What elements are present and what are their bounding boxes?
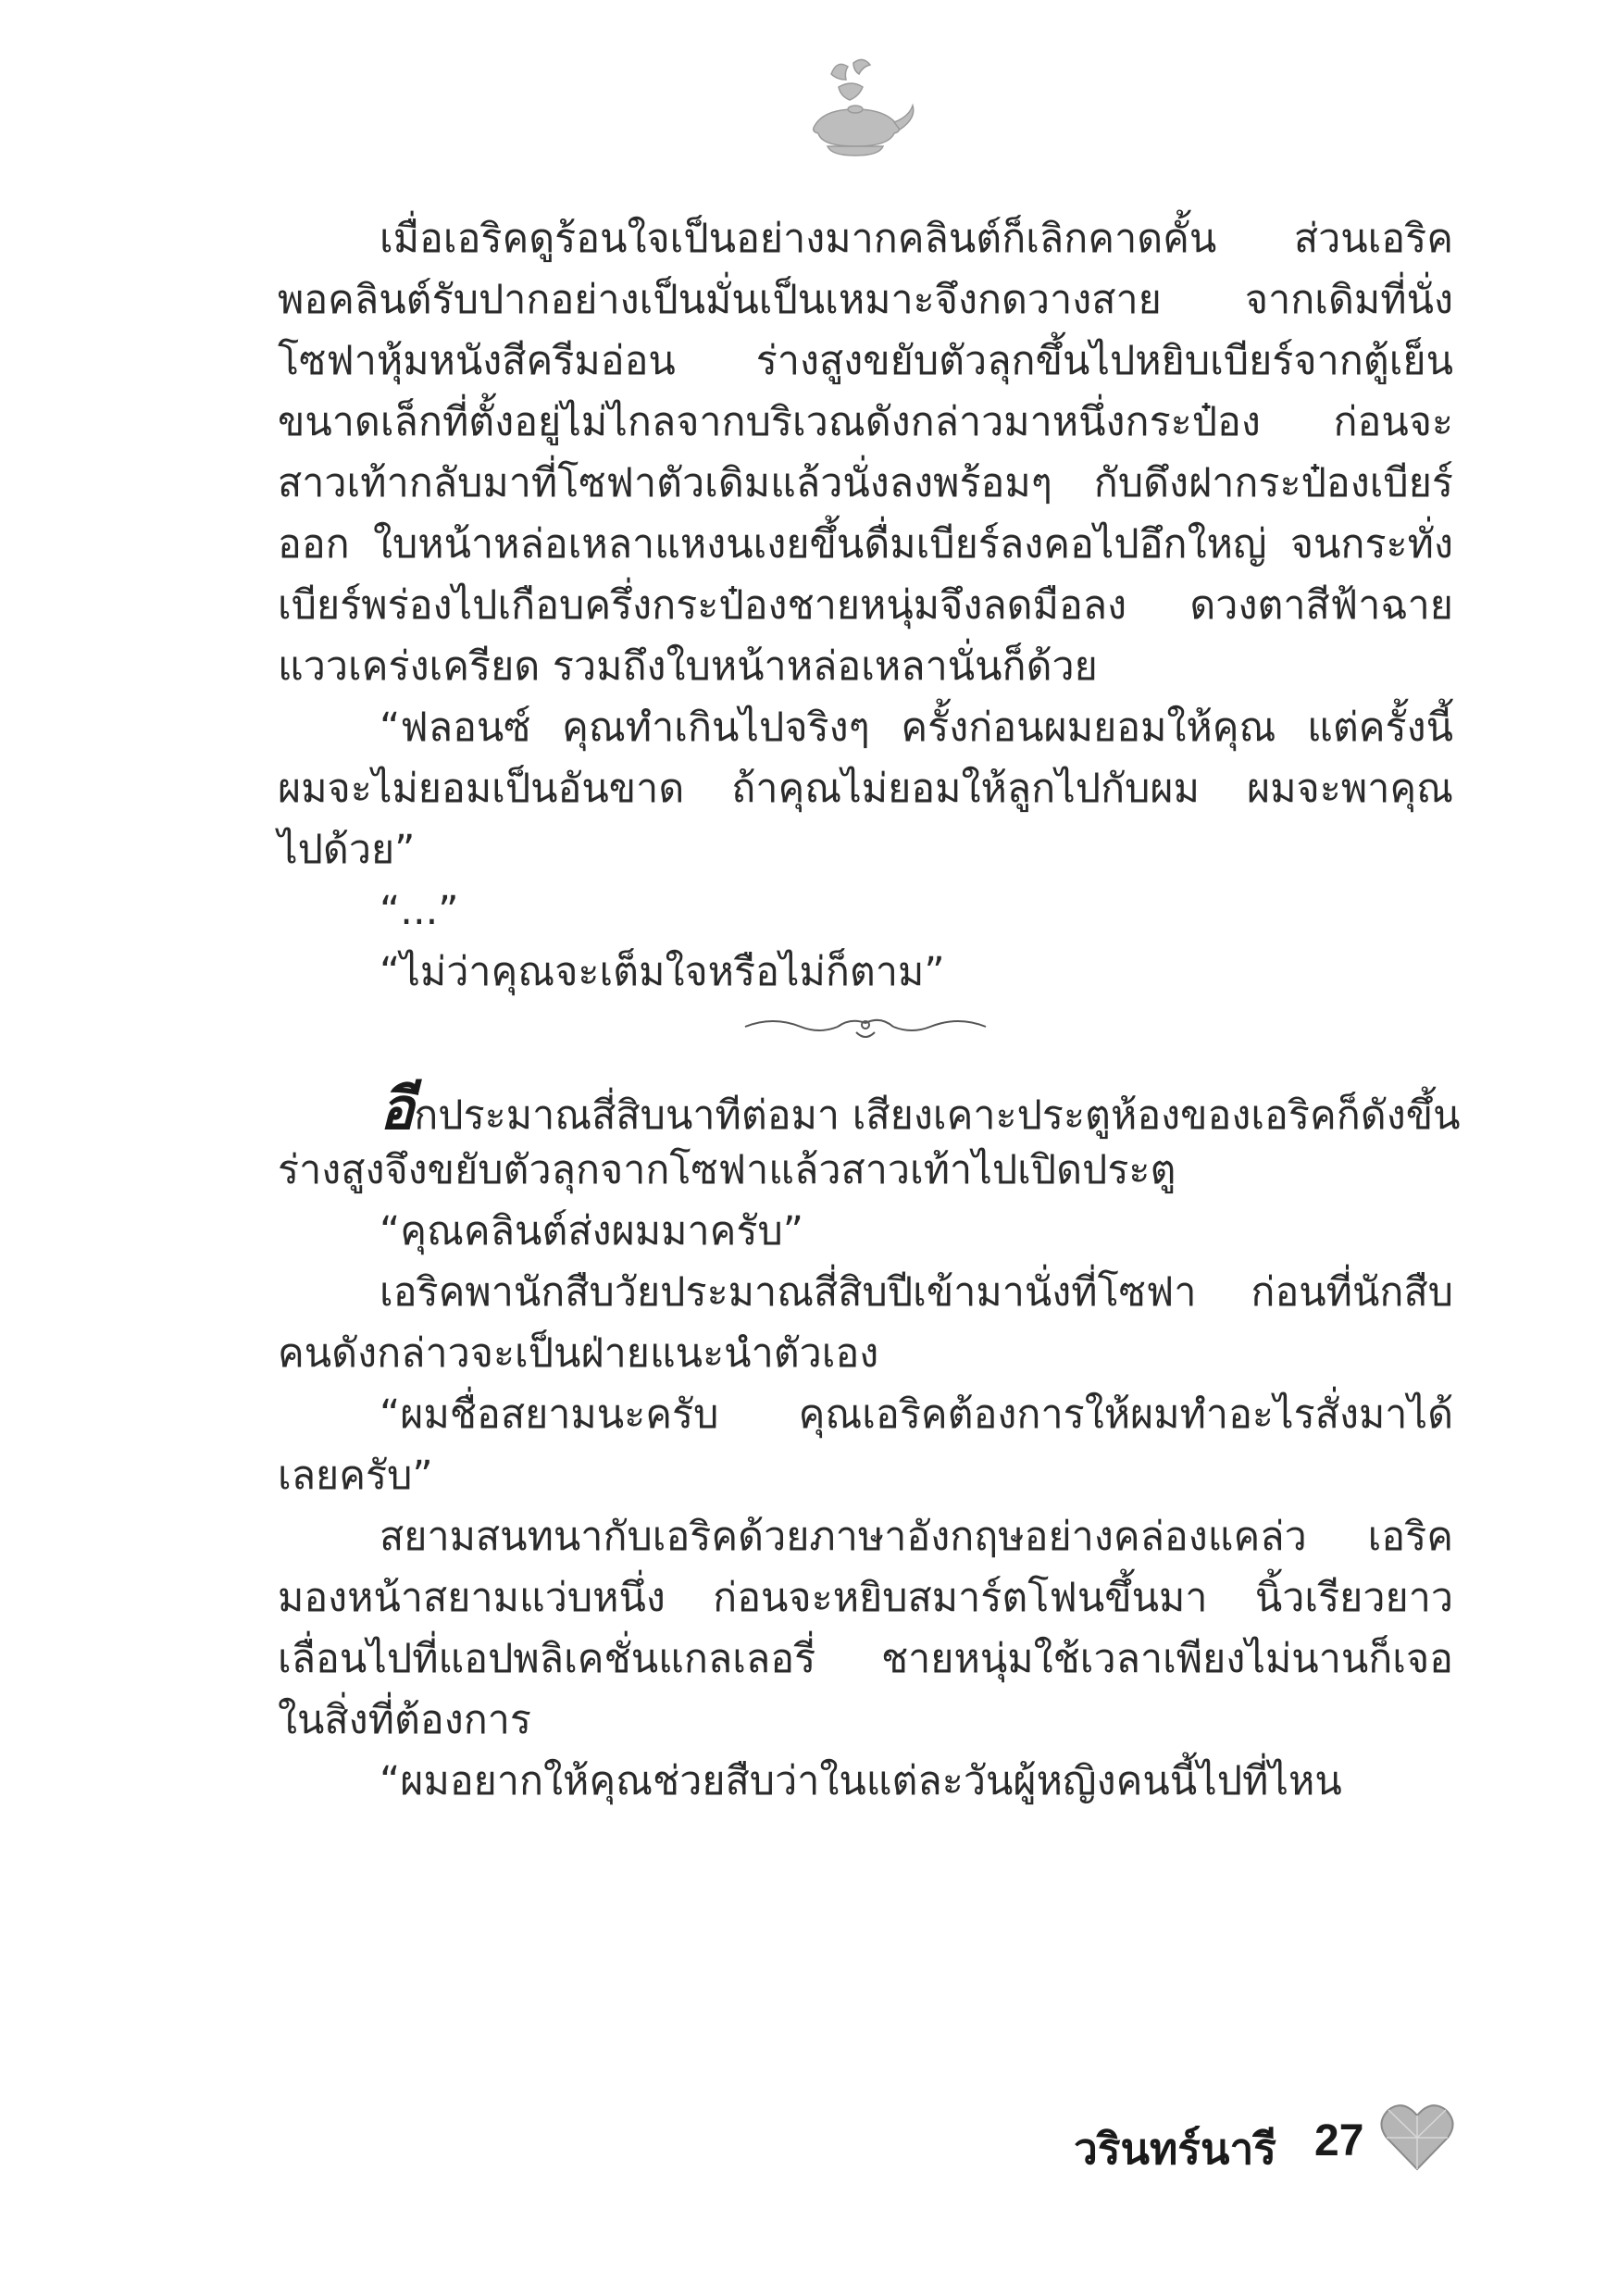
dialogue-line: ไปด้วย”: [278, 827, 416, 873]
paragraph-line: โซฟาหุ้มหนังสีครีมอ่อน ร่างสูงขยับตัวลุกขึ้นไปหยิบเบียร์จากตู้เย็น: [278, 338, 1453, 384]
drop-cap-line-text: กประมาณสี่สิบนาทีต่อมา เสียงเคาะประตูห้องของเอริคก็ดังขึ้น: [414, 1092, 1461, 1139]
scroll-divider-icon: [736, 1006, 995, 1053]
page-number: 27: [1314, 2116, 1364, 2165]
paragraph-line: สาวเท้ากลับมาที่โซฟาตัวเดิมแล้วนั่งลงพร้อมๆ กับดึงฝากระป๋องเบียร์: [278, 460, 1453, 506]
page-footer: [1037, 2097, 1462, 2190]
paragraph-line: ร่างสูงจึงขยับตัวลุกจากโซฟาแล้วสาวเท้าไปเปิดประตู: [278, 1147, 1176, 1193]
teapot-ornament-icon: [796, 56, 916, 167]
paragraph-line: [278, 1075, 1461, 1142]
story-text: [278, 208, 1461, 1812]
paragraph-line: ออก ใบหน้าหล่อเหลาแหงนเงยขึ้นดื่มเบียร์ลงคอไปอึกใหญ่ จนกระทั่ง: [278, 521, 1453, 568]
dialogue-line: “ผมชื่อสยามนะครับ คุณเอริคต้องการให้ผมทำอะไรสั่งมาได้: [380, 1391, 1453, 1438]
paragraph-line: แววเคร่งเครียด รวมถึงใบหน้าหล่อเหลานั่นก็ด้วย: [278, 643, 1098, 690]
paragraph-line: สยามสนทนากับเอริคด้วยภาษาอังกฤษอย่างคล่องแคล่ว เอริค: [380, 1514, 1453, 1560]
paragraph-line: ในสิ่งที่ต้องการ: [278, 1697, 531, 1743]
dialogue-line: เลยครับ”: [278, 1453, 433, 1499]
dialogue-line: “ไม่ว่าคุณจะเต็มใจหรือไม่ก็ตาม”: [380, 949, 945, 995]
paragraph-line: เอริคพานักสืบวัยประมาณสี่สิบปีเข้ามานั่งที่โซฟา ก่อนที่นักสืบ: [380, 1269, 1453, 1316]
paragraph-line: เลื่อนไปที่แอปพลิเคชั่นแกลเลอรี่ ชายหนุ่มใช้เวลาเพียงไม่นานก็เจอ: [278, 1636, 1453, 1682]
dialogue-line: ผมจะไม่ยอมเป็นอันขาด ถ้าคุณไม่ยอมให้ลูกไปกับผม ผมจะพาคุณ: [278, 766, 1453, 812]
book-title: วรินทร์นารี: [1074, 2124, 1276, 2174]
dialogue-line: “...”: [380, 888, 459, 934]
dialogue-line: “คุณคลินต์ส่งผมมาครับ”: [380, 1208, 804, 1254]
paragraph-line: ขนาดเล็กที่ตั้งอยู่ไม่ไกลจากบริเวณดังกล่าวมาหนึ่งกระป๋อง ก่อนจะ: [278, 399, 1453, 445]
heart-icon: [1379, 2101, 1455, 2173]
dialogue-line: “ฟลอนซ์ คุณทำเกินไปจริงๆ ครั้งก่อนผมยอมให้คุณ แต่ครั้งนี้: [380, 705, 1453, 751]
paragraph-line: มองหน้าสยามแว่บหนึ่ง ก่อนจะหยิบสมาร์ตโฟนขึ้นมา นิ้วเรียวยาว: [278, 1575, 1453, 1621]
paragraph-line: เบียร์พร่องไปเกือบครึ่งกระป๋องชายหนุ่มจึงลดมือลง ดวงตาสีฟ้าฉาย: [278, 582, 1453, 629]
dialogue-line: “ผมอยากให้คุณช่วยสืบว่าในแต่ละวันผู้หญิงคนนี้ไปที่ไหน: [380, 1758, 1342, 1804]
paragraph-line: คนดังกล่าวจะเป็นฝ่ายแนะนำตัวเอง: [278, 1330, 879, 1377]
paragraph-line: เมื่อเอริคดูร้อนใจเป็นอย่างมากคลินต์ก็เลิกคาดคั้น ส่วนเอริค: [380, 216, 1453, 262]
drop-cap: อี: [380, 1075, 415, 1142]
paragraph-line: พอคลินต์รับปากอย่างเป็นมั่นเป็นเหมาะจึงกดวางสาย จากเดิมที่นั่ง: [278, 277, 1453, 323]
